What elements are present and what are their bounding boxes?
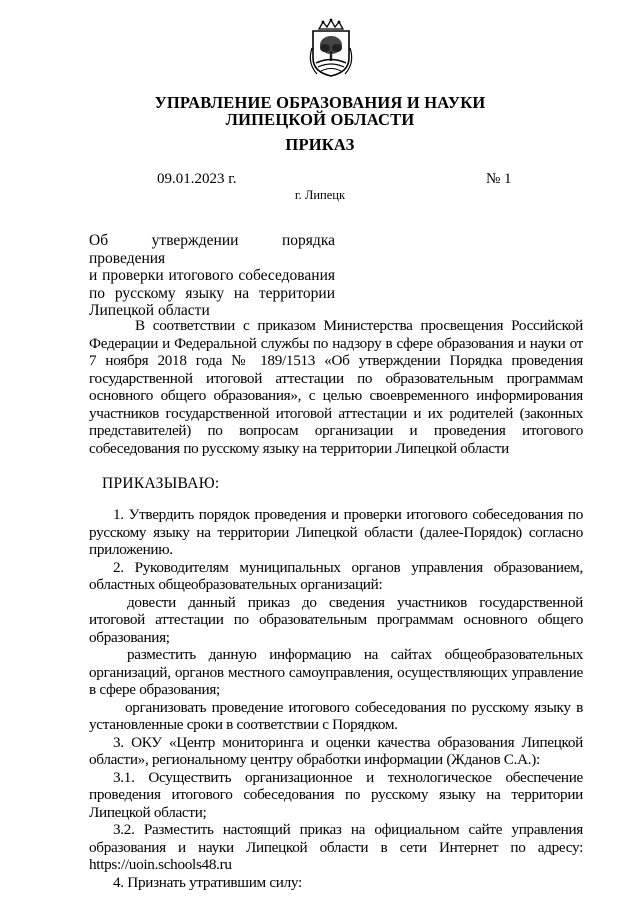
order-subitem: 3.2. Разместить настоящий приказ на официальном сайте управления образования и науки Липецкой области в сети Интернет по адресу: https://uoin.schools48.ru	[89, 821, 583, 873]
order-subitem: довести данный приказ до сведения участников государственной итоговой аттестации по образовательным программам основного общего образования;	[89, 593, 583, 646]
subject-line: Липецкой области	[89, 302, 210, 319]
order-item: 4. Признать утратившим силу:	[113, 873, 302, 891]
subject-line: и проверки итогового собеседования	[89, 267, 335, 284]
document-type: ПРИКАЗ	[285, 135, 355, 154]
order-item: 2. Руководителям муниципальных органов управления образованием, областных общеобразовательных организаций:	[89, 558, 583, 593]
subject-line: Об утверждении порядка проведения	[89, 232, 335, 267]
order-keyword: ПРИКАЗЫВАЮ:	[102, 475, 220, 492]
document-subject	[89, 232, 335, 320]
order-item: 3. ОКУ «Центр мониторинга и оценки качества образования Липецкой области», региональному центру обработки информации (Жданов С.А.):	[89, 733, 583, 768]
org-title-line1: УПРАВЛЕНИЕ ОБРАЗОВАНИЯ И НАУКИ	[154, 93, 486, 112]
org-title-line2: ЛИПЕЦКОЙ ОБЛАСТИ	[225, 110, 415, 129]
document-date: 09.01.2023 г.	[157, 171, 237, 187]
order-item: 1. Утвердить порядок проведения и проверки итогового собеседования по русскому языку на территории Липецкой области (далее-Порядок) согласно приложению.	[89, 506, 583, 558]
document-city: г. Липецк	[294, 188, 346, 202]
preamble-paragraph	[89, 317, 583, 457]
order-subitem: разместить данную информацию на сайтах общеобразовательных организаций, органов местного самоуправления, осуществляющих управление в сфере образования;	[89, 646, 583, 698]
order-subitem: 3.1. Осуществить организационное и технологическое обеспечение проведения итогового собеседования по русскому языку на территории Липецкой области;	[89, 768, 583, 821]
subject-line: по русскому языку на территории	[89, 284, 335, 302]
preamble-text: В соответствии с приказом Министерства просвещения Российской Федерации и Федеральной службы по надзору в сфере образования и науки от 7 ноября 2018 года № 189/1513 «Об утверждении Порядка проведения государственной итоговой аттестации по образовательным программам основного общего образования», с целью своевременного информирования участников государственной итоговой аттестации и их родителей (законных представителей) по вопросам организации и проведения итогового собеседования по русскому языку на территории Липецкой области	[89, 317, 583, 457]
document-number: № 1	[486, 171, 512, 187]
order-items	[89, 506, 583, 891]
coat-of-arms-icon	[303, 18, 359, 78]
order-subitem: организовать проведение итогового собеседования по русскому языку в установленные сроки в соответствии с Порядком.	[89, 698, 583, 733]
